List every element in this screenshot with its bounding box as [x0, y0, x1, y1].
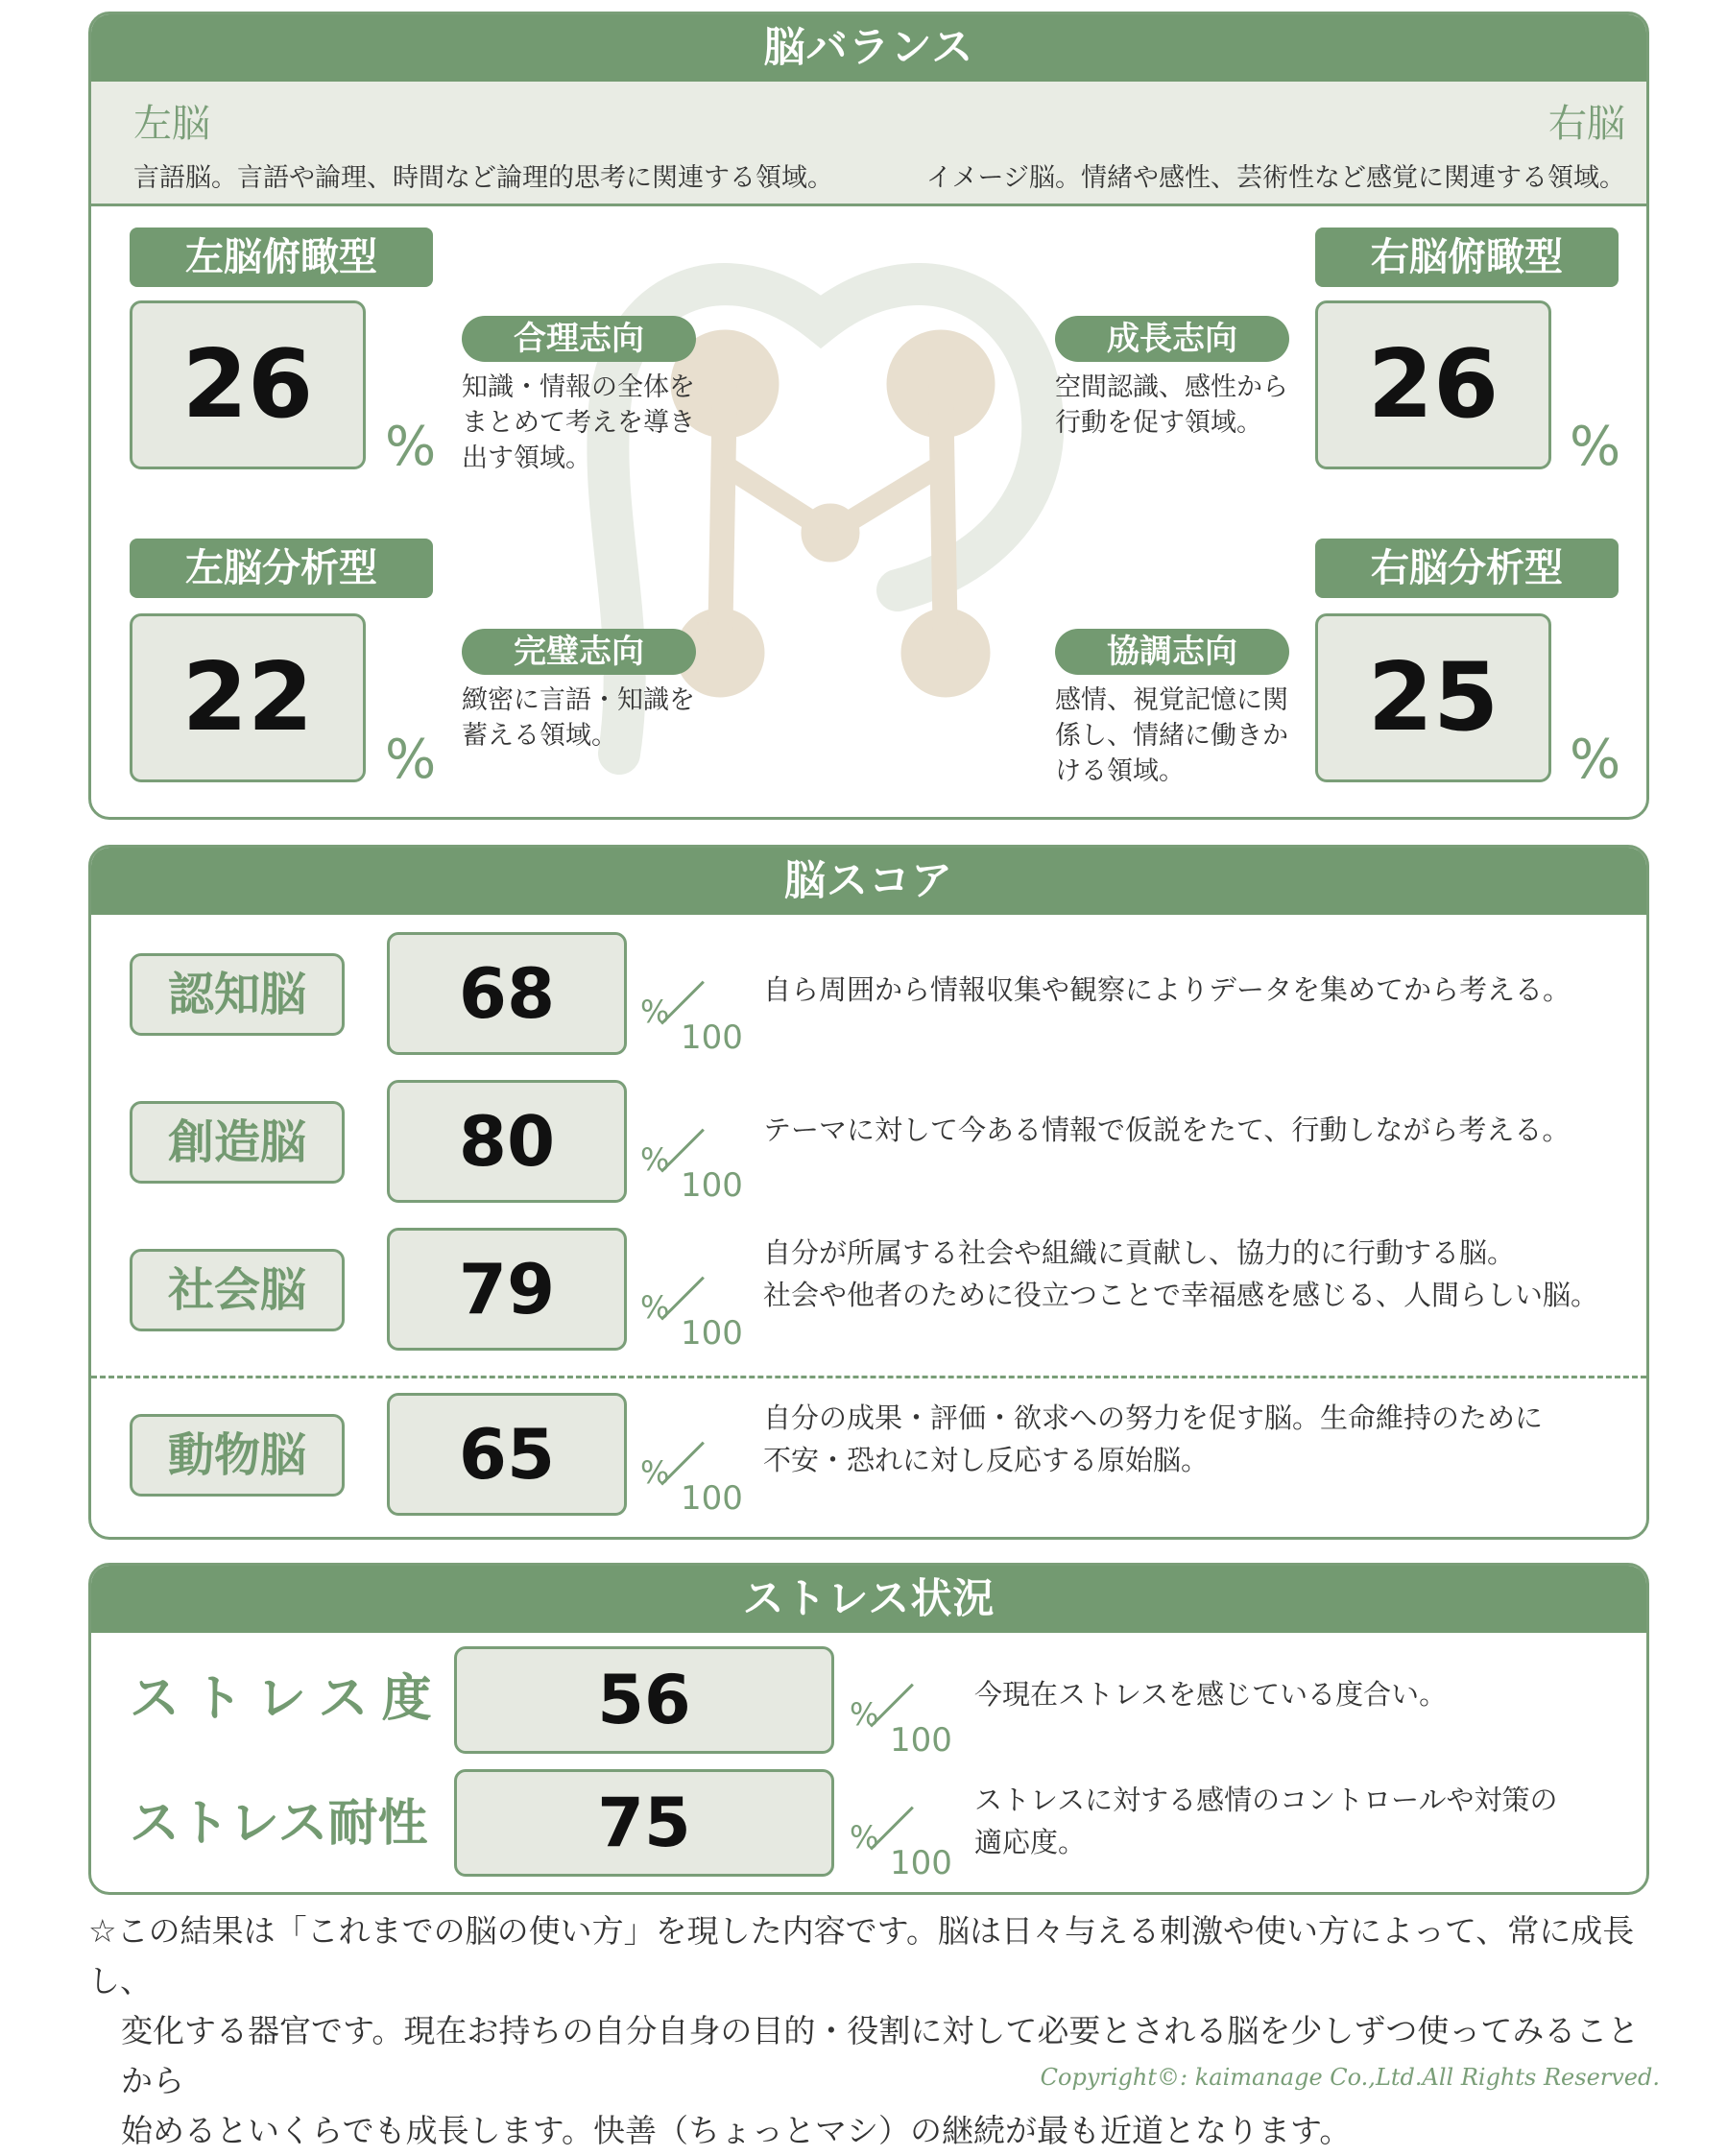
percent-sign: %	[1570, 416, 1621, 478]
creative-brain-label: 創造脳	[130, 1101, 345, 1184]
cognitive-brain-label: 認知脳	[130, 953, 345, 1036]
left-overview-type-value: 26	[130, 300, 366, 469]
social-brain-desc: 自分が所属する社会や組織に貢献し、協力的に行動する脳。 社会や他者のために役立つことで幸福感を感じる、人間らしい脳。	[763, 1236, 1599, 1311]
brain-balance-panel	[88, 12, 1649, 820]
right-analysis-type-label: 右脳分析型	[1315, 539, 1619, 598]
score-unit: % 100	[640, 1289, 746, 1353]
stress-panel	[88, 1563, 1649, 1895]
creative-brain-desc: テーマに対して今ある情報で仮説をたて、行動しながら考える。	[763, 1114, 1571, 1146]
footnote	[88, 1906, 1663, 2156]
stress-tolerance-score: 75	[454, 1769, 834, 1877]
rational-orientation-desc: 知識・情報の全体を まとめて考えを導き 出す領域。	[462, 372, 695, 473]
animal-brain-label: 動物脳	[130, 1414, 345, 1497]
left-analysis-type-value: 22	[130, 613, 366, 782]
growth-orientation-tag: 成長志向	[1055, 316, 1289, 362]
rational-orientation-tag: 合理志向	[462, 316, 696, 362]
brain-score-header: 脳スコア	[91, 848, 1646, 915]
footnote-line: ☆この結果は「これまでの脳の使い方」を現した内容です。脳は日々与える刺激や使い方によって、常に成長し、	[88, 1912, 1635, 2000]
score-unit: % 100	[640, 1141, 746, 1205]
creative-brain-score: 80	[387, 1080, 627, 1203]
footnote-line: 始めるといくらでも成長します。快善（ちょっとマシ）の継続が最も近道となります。	[121, 2112, 1352, 2149]
animal-brain-desc: 自分の成果・評価・欲求への努力を促す脳。生命維持のために 不安・恐れに対し反応する原始脳。	[763, 1401, 1544, 1476]
right-brain-desc: イメージ脳。情緒や感性、芸術性など感覚に関連する領域。	[925, 163, 1625, 193]
right-analysis-type-value: 25	[1315, 613, 1551, 782]
brain-score-panel	[88, 845, 1649, 1540]
stress-level-label: ストレス度	[130, 1670, 445, 1728]
stress-tolerance-label: ストレス耐性	[130, 1795, 428, 1853]
left-analysis-type-label: 左脳分析型	[130, 539, 433, 598]
percent-sign: %	[385, 729, 437, 791]
score-unit: % 100	[640, 994, 746, 1057]
brain-balance-header: 脳バランス	[91, 14, 1646, 82]
left-overview-type-label: 左脳俯瞰型	[130, 228, 433, 287]
stress-header: ストレス状況	[91, 1566, 1646, 1633]
left-brain-title: 左脳	[133, 102, 210, 146]
stress-tolerance-desc: ストレスに対する感情のコントロールや対策の 適応度。	[974, 1784, 1558, 1858]
perfection-orientation-desc: 緻密に言語・知識を 蓄える領域。	[462, 685, 695, 751]
percent-sign: %	[1570, 729, 1621, 791]
social-brain-score: 79	[387, 1228, 627, 1351]
growth-orientation-desc: 空間認識、感性から 行動を促す領域。	[1055, 372, 1288, 438]
social-brain-label: 社会脳	[130, 1249, 345, 1331]
right-overview-type-value: 26	[1315, 300, 1551, 469]
cooperation-orientation-desc: 感情、視覚記憶に関 係し、情緒に働きか ける領域。	[1055, 685, 1288, 786]
score-divider	[91, 1376, 1646, 1378]
animal-brain-score: 65	[387, 1393, 627, 1516]
right-overview-type-label: 右脳俯瞰型	[1315, 228, 1619, 287]
cognitive-brain-desc: 自ら周囲から情報収集や観察によりデータを集めてから考える。	[763, 973, 1571, 1006]
cooperation-orientation-tag: 協調志向	[1055, 629, 1289, 675]
cognitive-brain-score: 68	[387, 932, 627, 1055]
footnote-line: 変化する器官です。現在お持ちの自分自身の目的・役割に対して必要とされる脳を少しずつ使ってみることから	[121, 2012, 1640, 2099]
copyright-text: Copyright©: kaimanage Co.,Ltd.All Rights Reserved.	[1040, 2064, 1660, 2091]
stress-level-score: 56	[454, 1646, 834, 1754]
right-brain-title: 右脳	[1548, 102, 1625, 146]
left-brain-desc: 言語脳。言語や論理、時間など論理的思考に関連する領域。	[133, 163, 833, 193]
hemisphere-description-band	[91, 82, 1646, 206]
percent-sign: %	[385, 416, 437, 478]
score-unit: % 100	[850, 1696, 955, 1760]
score-unit: % 100	[850, 1819, 955, 1882]
stress-level-desc: 今現在ストレスを感じている度合い。	[974, 1678, 1448, 1711]
perfection-orientation-tag: 完璧志向	[462, 629, 696, 675]
score-unit: % 100	[640, 1454, 746, 1518]
